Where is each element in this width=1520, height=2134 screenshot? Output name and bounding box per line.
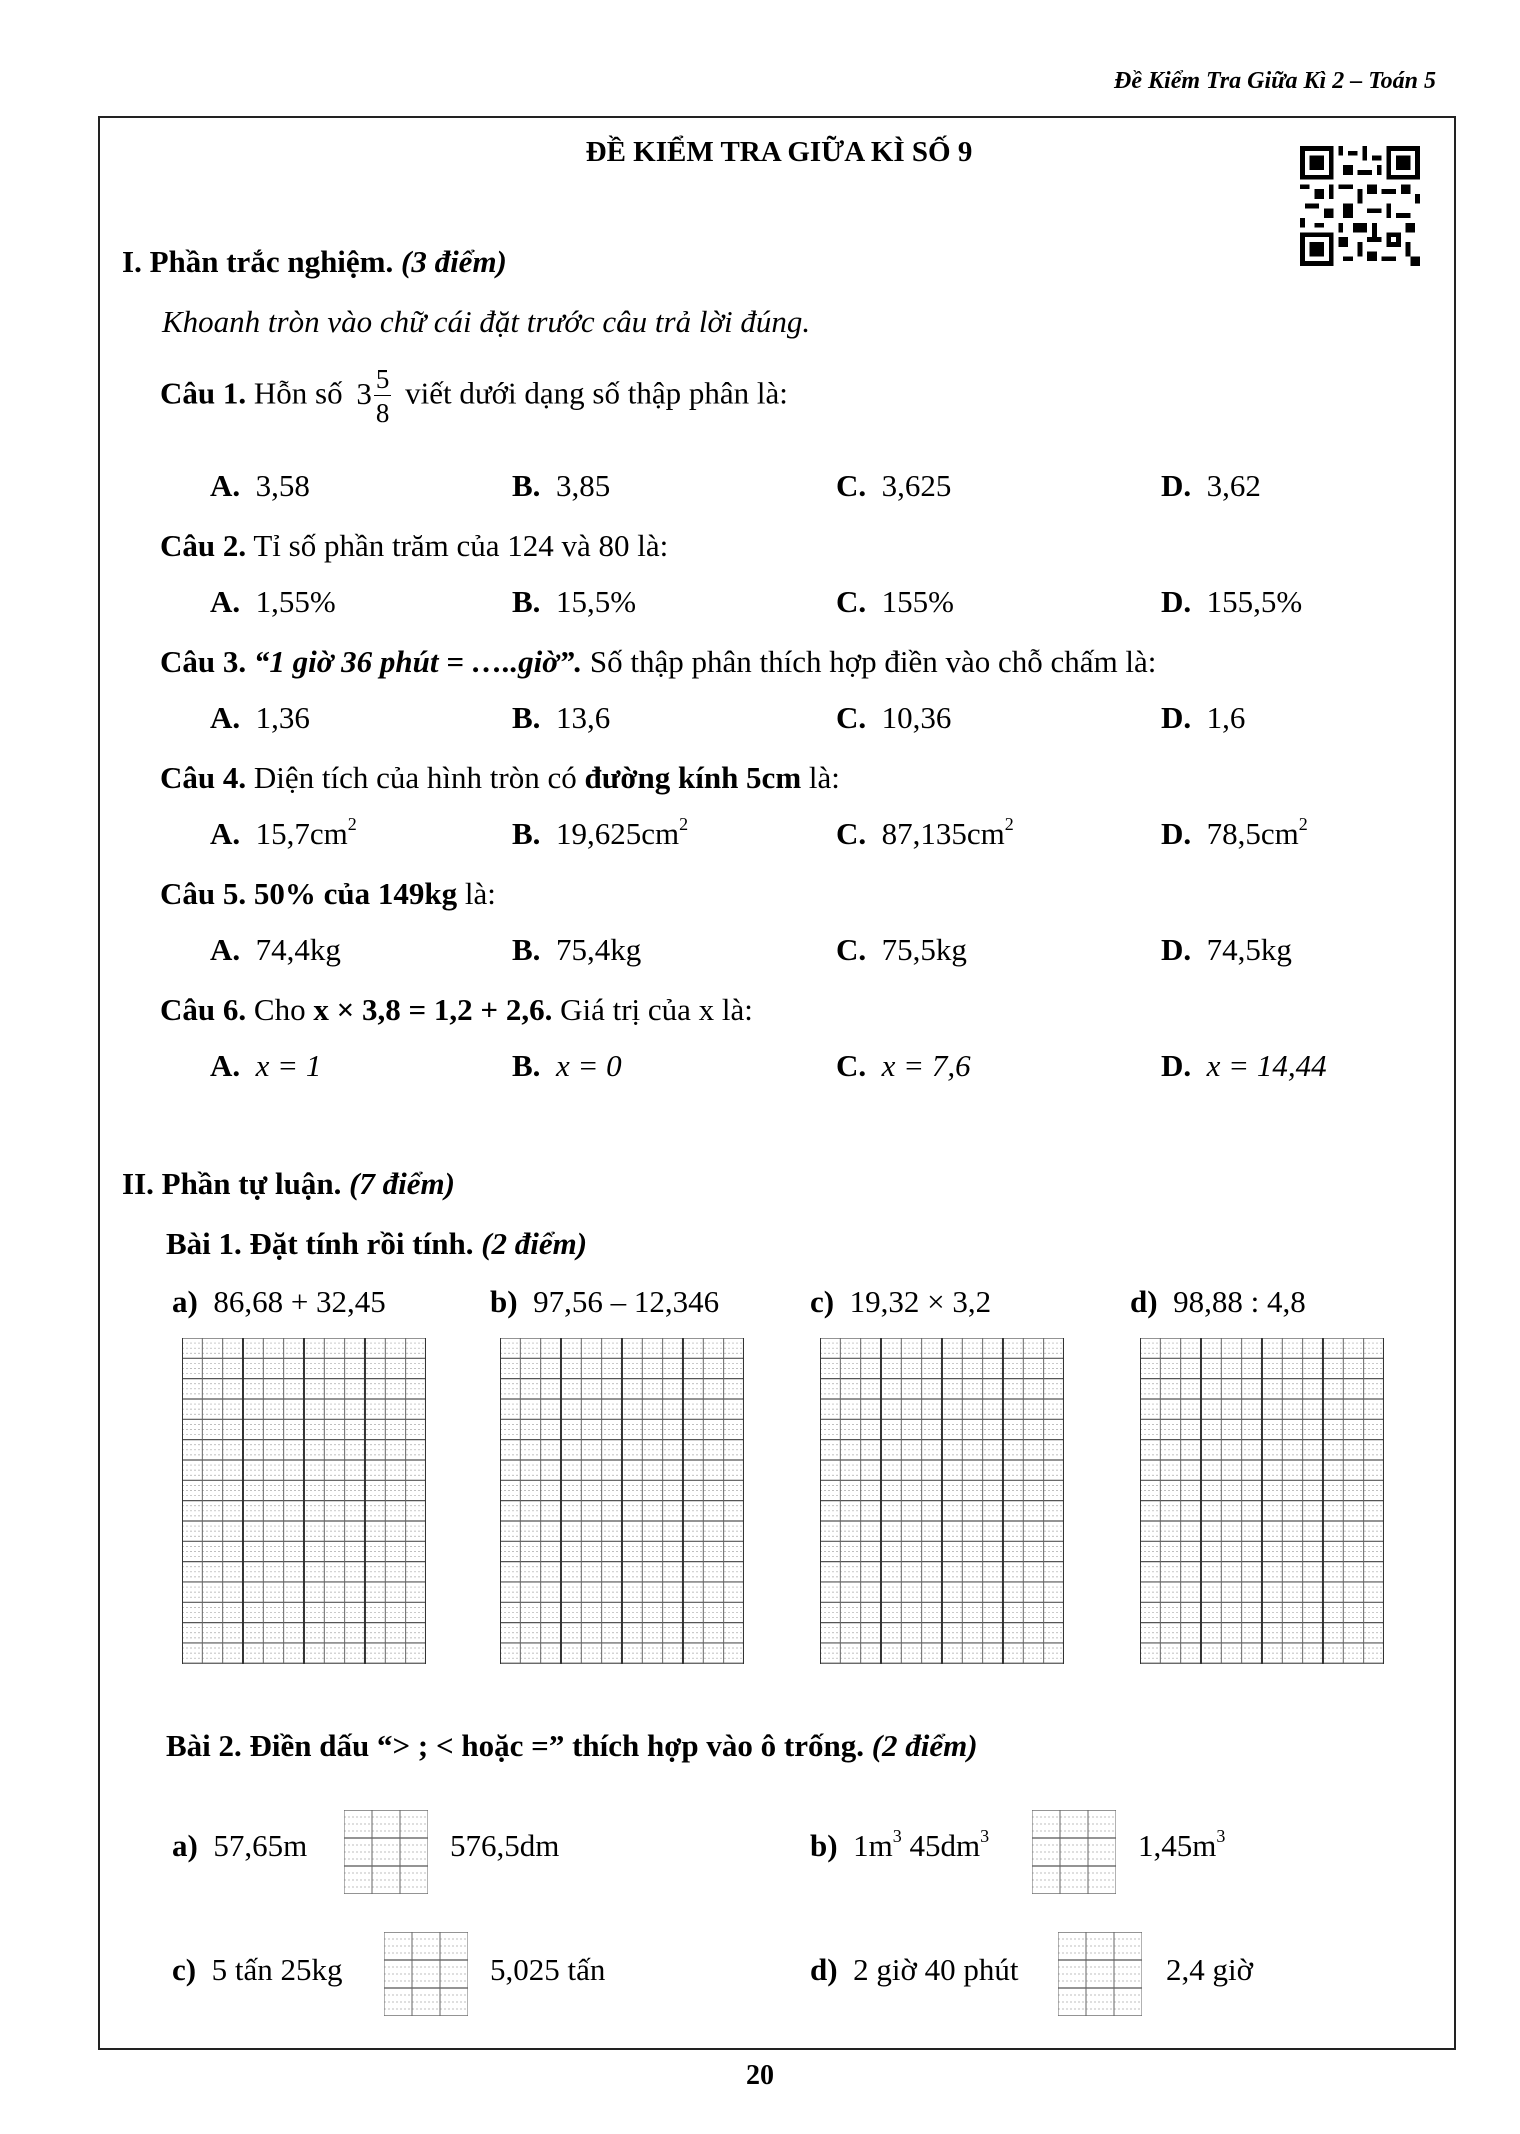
option-b[interactable]: B. 3,85 (512, 468, 611, 503)
work-grid-c[interactable] (820, 1338, 1064, 1664)
bai2-item-a-right: 576,5dm (450, 1828, 560, 1863)
option-a[interactable]: A. 3,58 (210, 468, 310, 503)
option-c[interactable]: C. 75,5kg (836, 932, 967, 967)
option-d[interactable]: D. 3,62 (1161, 468, 1261, 503)
option-c[interactable]: C. 10,36 (836, 700, 952, 735)
option-a[interactable]: A. 1,36 (210, 700, 310, 735)
question-5: Câu 5. 50% của 149kg là: (160, 876, 496, 911)
work-grid-d[interactable] (1140, 1338, 1384, 1664)
option-b[interactable]: B. $19,625cm^2$ (512, 814, 689, 851)
bai2-item-d-right: 2,4 giờ (1166, 1952, 1254, 1987)
bai2-item-b-left: b) $1m^3$ $45dm^3$ (810, 1826, 990, 1863)
option-a[interactable]: A. $15,7cm^2$ (210, 814, 357, 851)
exam-title: ĐỀ KIỂM TRA GIỮA KÌ SỐ 9 (585, 136, 973, 168)
option-d[interactable]: D. 1,6 (1161, 700, 1246, 735)
qr-code (1300, 146, 1420, 266)
bai2-heading: Bài 2. Điền dấu “> ; < hoặc =” thích hợp vào ô trống. (2 điểm) (166, 1728, 978, 1763)
part1-heading: I. Phần trắc nghiệm. (3 điểm) (122, 244, 507, 279)
question-2: Câu 2. Tỉ số phần trăm của 124 và 80 là: (160, 528, 669, 563)
option-c[interactable]: C. 3,625 (836, 468, 952, 503)
option-d[interactable]: D. 74,5kg (1161, 932, 1292, 967)
option-a[interactable]: A. x = 1 (210, 1048, 322, 1083)
page-number: 20 (746, 2060, 774, 2091)
bai1-item-c: c) 19,32 × 3,2 (810, 1284, 992, 1319)
part2-heading: II. Phần tự luận. (7 điểm) (122, 1166, 455, 1201)
bai2-item-c-left: c) 5 tấn 25kg (172, 1952, 343, 1987)
page-header: Đề Kiểm Tra Giữa Kì 2 – Toán 5 (1114, 68, 1436, 94)
part1-instruction: Khoanh tròn vào chữ cái đặt trước câu trả lời đúng. (162, 304, 811, 339)
bai1-item-a: a) 86,68 + 32,45 (172, 1284, 386, 1319)
option-a[interactable]: A. 1,55% (210, 584, 336, 619)
bai2-item-b-right: $1,45m^3$ (1138, 1826, 1226, 1863)
answer-box-d[interactable] (1058, 1932, 1142, 2016)
work-grid-b[interactable] (500, 1338, 744, 1664)
question-4: Câu 4. Diện tích của hình tròn có đường kính 5cm là: (160, 760, 840, 795)
option-d[interactable]: D. x = 14,44 (1161, 1048, 1327, 1083)
answer-box-c[interactable] (384, 1932, 468, 2016)
option-b[interactable]: B. x = 0 (512, 1048, 622, 1083)
option-b[interactable]: B. 13,6 (512, 700, 611, 735)
option-a[interactable]: A. 74,4kg (210, 932, 341, 967)
option-b[interactable]: B. 75,4kg (512, 932, 642, 967)
question-1: Câu 1. Hỗn số 3 $\frac{5}{8}$ viết dưới dạng số thập phân là: (160, 364, 788, 428)
option-d[interactable]: D. 155,5% (1161, 584, 1303, 619)
option-c[interactable]: C. 155% (836, 584, 954, 619)
bai2-item-c-right: 5,025 tấn (490, 1952, 606, 1987)
bai1-item-b: b) 97,56 – 12,346 (490, 1284, 720, 1319)
mixed-number-fraction: $\frac{5}{8}$ (375, 364, 390, 428)
question-6: Câu 6. Cho x × 3,8 = 1,2 + 2,6. Giá trị của x là: (160, 992, 753, 1027)
bai2-item-a-left: a) 57,65m (172, 1828, 308, 1863)
bai1-heading: Bài 1. Đặt tính rồi tính. (2 điểm) (166, 1226, 588, 1261)
bai2-item-d-left: d) 2 giờ 40 phút (810, 1952, 1019, 1987)
option-c[interactable]: C. x = 7,6 (836, 1048, 971, 1083)
answer-box-a[interactable] (344, 1810, 428, 1894)
question-3: Câu 3. “1 giờ 36 phút = …..giờ”. Số thập phân thích hợp điền vào chỗ chấm là: (160, 644, 1157, 679)
work-grid-a[interactable] (182, 1338, 426, 1664)
exam-frame (98, 116, 1456, 2050)
option-b[interactable]: B. 15,5% (512, 584, 637, 619)
bai1-item-d: d) 98,88 : 4,8 (1130, 1284, 1306, 1319)
option-d[interactable]: D. $78,5cm^2$ (1161, 814, 1308, 851)
answer-box-b[interactable] (1032, 1810, 1116, 1894)
option-c[interactable]: C. $87,135cm^2$ (836, 814, 1014, 851)
